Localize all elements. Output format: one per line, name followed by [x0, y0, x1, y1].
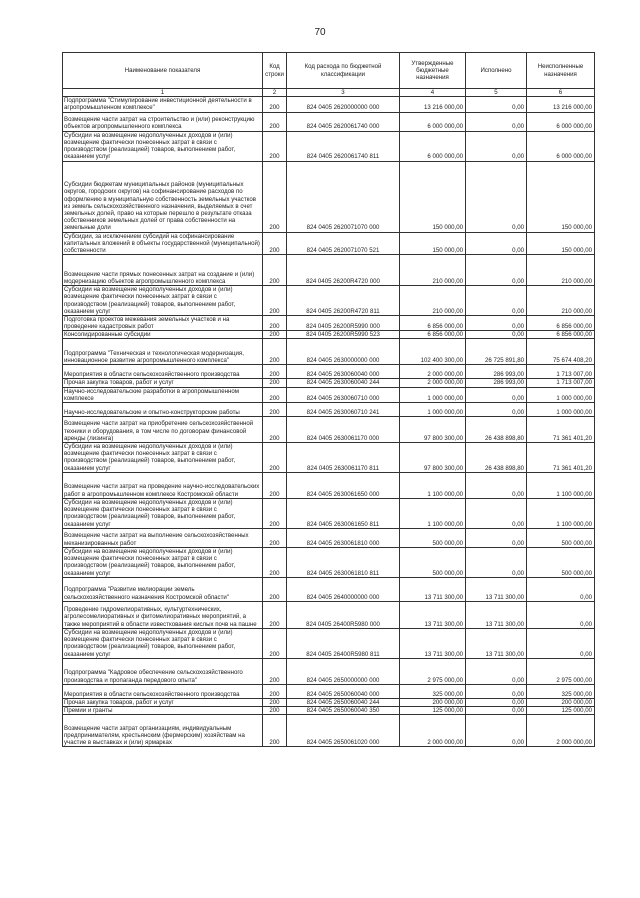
row-line-code: 200	[263, 628, 287, 658]
row-approved: 6 856 000,00	[400, 331, 466, 339]
row-remaining: 71 361 401,20	[527, 443, 595, 473]
table-row	[63, 601, 595, 628]
table-row	[63, 286, 595, 316]
col-header-budget-code: Код расхода по бюджетной классификации	[287, 53, 400, 89]
row-approved: 325 000,00	[400, 684, 466, 698]
row-name: Проведение гидромелиоративных, культуртехнических, агролесомелиоративных и фитомелиоративных мероприятий, а также мероприятий в области известкования кислых почв на пашне	[63, 601, 263, 628]
table-row	[63, 131, 595, 161]
row-line-code: 200	[263, 498, 287, 528]
col-index: 2	[263, 89, 287, 97]
row-executed: 0,00	[466, 528, 527, 547]
row-remaining: 2 000 000,00	[527, 715, 595, 747]
row-executed: 0,00	[466, 161, 527, 232]
row-budget-code: 824 0405 2630060040 000	[287, 365, 400, 379]
row-name: Субсидии на возмещение недополученных доходов и (или) возмещение фактически понесенных затрат в связи с производством (реализацией) товаров, выполнением работ, оказанием услуг	[63, 498, 263, 528]
table-row	[63, 97, 595, 112]
row-approved: 13 711 300,00	[400, 628, 466, 658]
row-budget-code: 824 0405 2640000000 000	[287, 577, 400, 601]
row-line-code: 200	[263, 528, 287, 547]
row-line-code: 200	[263, 331, 287, 339]
row-name: Субсидии на возмещение недополученных доходов и (или) возмещение фактически понесенных затрат в связи с производством (реализацией) товаров, выполнением работ, оказанием услуг	[63, 286, 263, 316]
col-index: 6	[527, 89, 595, 97]
row-budget-code: 824 0405 2630061650 811	[287, 498, 400, 528]
row-remaining: 0,00	[527, 601, 595, 628]
row-executed: 0,00	[466, 315, 527, 330]
row-budget-code: 824 0405 2650060040 350	[287, 706, 400, 714]
col-header-remaining: Неисполненные назначения	[527, 53, 595, 89]
row-budget-code: 824 0405 2630061170 000	[287, 417, 400, 443]
row-remaining: 200 000,00	[527, 698, 595, 706]
row-line-code: 200	[263, 403, 287, 417]
row-line-code: 200	[263, 112, 287, 131]
row-executed: 0,00	[466, 403, 527, 417]
row-remaining: 0,00	[527, 628, 595, 658]
row-executed: 0,00	[466, 658, 527, 684]
table-row	[63, 577, 595, 601]
row-budget-code: 824 0405 2620071070 000	[287, 161, 400, 232]
table-row	[63, 365, 595, 379]
row-approved: 97 800 300,00	[400, 417, 466, 443]
row-executed: 0,00	[466, 232, 527, 255]
row-executed: 0,00	[466, 255, 527, 286]
row-remaining: 210 000,00	[527, 286, 595, 316]
row-line-code: 200	[263, 339, 287, 365]
row-approved: 102 400 300,00	[400, 339, 466, 365]
row-executed: 26 438 898,80	[466, 443, 527, 473]
row-approved: 200 000,00	[400, 698, 466, 706]
row-line-code: 200	[263, 315, 287, 330]
row-executed: 0,00	[466, 498, 527, 528]
table-row	[63, 417, 595, 443]
row-remaining: 6 000 000,00	[527, 131, 595, 161]
row-remaining: 13 216 000,00	[527, 97, 595, 112]
row-remaining: 71 361 401,20	[527, 417, 595, 443]
row-remaining: 0,00	[527, 577, 595, 601]
row-remaining: 1 000 000,00	[527, 387, 595, 402]
row-line-code: 200	[263, 547, 287, 577]
row-name: Подпрограмма "Кадровое обеспечение сельскохозяйственного производства и пропаганда передового опыта"	[63, 658, 263, 684]
row-executed: 0,00	[466, 698, 527, 706]
row-name: Субсидии на возмещение недополученных доходов и (или) возмещение фактически понесенных затрат в связи с производством (реализацией) товаров, выполнением работ, оказанием услуг	[63, 443, 263, 473]
row-remaining: 2 975 000,00	[527, 658, 595, 684]
row-remaining: 150 000,00	[527, 232, 595, 255]
row-name: Подпрограмма "Стимулирование инвестиционной деятельности в агропромышленном комплексе"	[63, 97, 263, 112]
row-executed: 0,00	[466, 331, 527, 339]
row-name: Возмещение части затрат на проведение научно-исследовательских работ в агропромышленном комплексе Костромской области	[63, 472, 263, 498]
row-line-code: 200	[263, 286, 287, 316]
row-executed: 0,00	[466, 715, 527, 747]
row-executed: 286 993,00	[466, 365, 527, 379]
row-name: Консолидированные субсидии	[63, 331, 263, 339]
row-budget-code: 824 0405 2650061020 000	[287, 715, 400, 747]
row-name: Возмещение части прямых понесенных затрат на создание и (или) модернизацию объектов агропромышленного комплекса	[63, 255, 263, 286]
row-line-code: 200	[263, 577, 287, 601]
table-row	[63, 443, 595, 473]
row-line-code: 200	[263, 684, 287, 698]
row-approved: 2 000 000,00	[400, 379, 466, 387]
row-name: Возмещение части затрат организациям, индивидуальным предпринимателям, крестьянским (фермерским) хозяйствам на участие в выставках и (или) ярмарках	[63, 715, 263, 747]
row-budget-code: 824 0405 2630060710 000	[287, 387, 400, 402]
row-budget-code: 824 0405 2630061810 000	[287, 528, 400, 547]
row-remaining: 1 713 007,00	[527, 365, 595, 379]
col-index: 1	[63, 89, 263, 97]
row-remaining: 6 856 000,00	[527, 315, 595, 330]
row-budget-code: 824 0405 2620061740 811	[287, 131, 400, 161]
row-line-code: 200	[263, 472, 287, 498]
table-row	[63, 112, 595, 131]
row-line-code: 200	[263, 706, 287, 714]
row-executed: 286 993,00	[466, 379, 527, 387]
row-remaining: 1 100 000,00	[527, 472, 595, 498]
row-budget-code: 824 0405 2630061170 811	[287, 443, 400, 473]
row-approved: 150 000,00	[400, 161, 466, 232]
row-name: Мероприятия в области сельскохозяйственного производства	[63, 365, 263, 379]
table-header-row	[63, 53, 595, 89]
row-line-code: 200	[263, 698, 287, 706]
row-approved: 1 100 000,00	[400, 472, 466, 498]
row-remaining: 6 000 000,00	[527, 112, 595, 131]
row-remaining: 150 000,00	[527, 161, 595, 232]
row-budget-code: 824 0405 2630000000 000	[287, 339, 400, 365]
page-number: 70	[314, 27, 326, 38]
row-approved: 6 000 000,00	[400, 131, 466, 161]
row-line-code: 200	[263, 131, 287, 161]
table-row	[63, 698, 595, 706]
row-line-code: 200	[263, 715, 287, 747]
row-budget-code: 824 0405 2630060040 244	[287, 379, 400, 387]
row-remaining: 6 856 000,00	[527, 331, 595, 339]
table-row	[63, 331, 595, 339]
row-budget-code: 824 0405 2630061810 811	[287, 547, 400, 577]
table-row	[63, 498, 595, 528]
row-executed: 0,00	[466, 472, 527, 498]
row-name: Возмещение части затрат на приобретение сельскохозяйственной техники и оборудования, в том числе по договорам финансовой аренды (лизинга)	[63, 417, 263, 443]
row-approved: 210 000,00	[400, 255, 466, 286]
row-remaining: 210 000,00	[527, 255, 595, 286]
row-line-code: 200	[263, 443, 287, 473]
row-budget-code: 824 0405 2650000000 000	[287, 658, 400, 684]
row-name: Научно-исследовательские и опытно-конструкторские работы	[63, 403, 263, 417]
row-remaining: 1 100 000,00	[527, 498, 595, 528]
table-row	[63, 528, 595, 547]
table-row	[63, 658, 595, 684]
col-index: 5	[466, 89, 527, 97]
row-name: Возмещение части затрат на выполнение сельскохозяйственных механизированных работ	[63, 528, 263, 547]
row-budget-code: 824 0405 2620061740 000	[287, 112, 400, 131]
row-executed: 13 711 300,00	[466, 577, 527, 601]
row-executed: 0,00	[466, 387, 527, 402]
row-budget-code: 824 0405 26400R5980 811	[287, 628, 400, 658]
row-approved: 1 000 000,00	[400, 387, 466, 402]
row-approved: 6 856 000,00	[400, 315, 466, 330]
row-remaining: 500 000,00	[527, 528, 595, 547]
row-executed: 0,00	[466, 547, 527, 577]
row-executed: 0,00	[466, 97, 527, 112]
table-row	[63, 161, 595, 232]
row-approved: 97 800 300,00	[400, 443, 466, 473]
row-approved: 210 000,00	[400, 286, 466, 316]
row-name: Возмещение части затрат на строительство и (или) реконструкцию объектов агропромышленного комплекса	[63, 112, 263, 131]
row-executed: 13 711 300,00	[466, 628, 527, 658]
table-row	[63, 628, 595, 658]
row-budget-code: 824 0405 26200R4720 000	[287, 255, 400, 286]
row-approved: 13 216 000,00	[400, 97, 466, 112]
row-approved: 2 975 000,00	[400, 658, 466, 684]
row-executed: 0,00	[466, 112, 527, 131]
row-budget-code: 824 0405 2650060040 000	[287, 684, 400, 698]
row-executed: 0,00	[466, 684, 527, 698]
row-executed: 26 438 898,80	[466, 417, 527, 443]
row-name: Подпрограмма "Развитие мелиорации земель сельскохозяйственного назначения Костромской области"	[63, 577, 263, 601]
row-budget-code: 824 0405 2650060040 244	[287, 698, 400, 706]
row-line-code: 200	[263, 379, 287, 387]
row-name: Субсидии бюджетам муниципальных районов (муниципальных округов, городских округов) на софинансирование расходов по оформлению в муниципальную собственность земельных участков из земель сельскохозяйственного назначения, выделяемых в счет земельных долей, право на которые перешло в результате отказа собственников земельных долей от права собственности на земельные доли	[63, 161, 263, 232]
table-row	[63, 387, 595, 402]
col-index: 4	[400, 89, 466, 97]
table-row	[63, 255, 595, 286]
col-header-approved: Утвержденные бюджетные назначения	[400, 53, 466, 89]
row-remaining: 1 000 000,00	[527, 403, 595, 417]
row-name: Прочая закупка товаров, работ и услуг	[63, 698, 263, 706]
row-remaining: 500 000,00	[527, 547, 595, 577]
col-header-line-code: Код строки	[263, 53, 287, 89]
col-header-executed: Исполнено	[466, 53, 527, 89]
row-name: Подпрограмма "Техническая и технологическая модернизация, инновационное развитие агропромышленного комплекса"	[63, 339, 263, 365]
table-row	[63, 715, 595, 747]
row-line-code: 200	[263, 658, 287, 684]
row-line-code: 200	[263, 161, 287, 232]
row-remaining: 1 713 007,00	[527, 379, 595, 387]
row-approved: 6 000 000,00	[400, 112, 466, 131]
table-row	[63, 339, 595, 365]
row-budget-code: 824 0405 26200R5990 523	[287, 331, 400, 339]
table-row	[63, 684, 595, 698]
row-approved: 1 100 000,00	[400, 498, 466, 528]
col-index: 3	[287, 89, 400, 97]
table-row	[63, 379, 595, 387]
table-row	[63, 547, 595, 577]
row-line-code: 200	[263, 97, 287, 112]
row-approved: 2 000 000,00	[400, 365, 466, 379]
row-approved: 500 000,00	[400, 528, 466, 547]
row-line-code: 200	[263, 417, 287, 443]
row-line-code: 200	[263, 365, 287, 379]
row-budget-code: 824 0405 26200R5990 000	[287, 315, 400, 330]
row-budget-code: 824 0405 2630061650 000	[287, 472, 400, 498]
row-approved: 13 711 300,00	[400, 577, 466, 601]
table-row	[63, 472, 595, 498]
row-executed: 0,00	[466, 706, 527, 714]
table-body	[63, 97, 595, 747]
row-approved: 13 711 300,00	[400, 601, 466, 628]
row-name: Субсидии, за исключением субсидий на софинансирование капитальных вложений в объекты государственной (муниципальной) собственности	[63, 232, 263, 255]
row-budget-code: 824 0405 2630060710 241	[287, 403, 400, 417]
table-row	[63, 315, 595, 330]
column-index-row	[63, 89, 595, 97]
row-name: Подготовка проектов межевания земельных участков и на проведение кадастровых работ	[63, 315, 263, 330]
row-executed: 26 725 891,80	[466, 339, 527, 365]
col-header-name: Наименование показателя	[63, 53, 263, 89]
row-name: Субсидии на возмещение недополученных доходов и (или) возмещение фактически понесенных затрат в связи с производством (реализацией) товаров, выполнением работ, оказанием услуг	[63, 131, 263, 161]
row-remaining: 125 000,00	[527, 706, 595, 714]
row-remaining: 325 000,00	[527, 684, 595, 698]
row-executed: 0,00	[466, 131, 527, 161]
row-name: Субсидии на возмещение недополученных доходов и (или) возмещение фактически понесенных затрат в связи с производством (реализацией) товаров, выполнением работ, оказанием услуг	[63, 628, 263, 658]
row-executed: 13 711 300,00	[466, 601, 527, 628]
row-name: Мероприятия в области сельскохозяйственного производства	[63, 684, 263, 698]
row-name: Субсидии на возмещение недополученных доходов и (или) возмещение фактически понесенных затрат в связи с производством (реализацией) товаров, выполнением работ, оказанием услуг	[63, 547, 263, 577]
row-approved: 2 000 000,00	[400, 715, 466, 747]
row-budget-code: 824 0405 26200R4720 811	[287, 286, 400, 316]
row-remaining: 75 674 408,20	[527, 339, 595, 365]
row-executed: 0,00	[466, 286, 527, 316]
row-approved: 150 000,00	[400, 232, 466, 255]
row-name: Прочая закупка товаров, работ и услуг	[63, 379, 263, 387]
row-line-code: 200	[263, 601, 287, 628]
table-row	[63, 232, 595, 255]
row-budget-code: 824 0405 2620071070 521	[287, 232, 400, 255]
table-row	[63, 706, 595, 714]
budget-execution-table	[62, 52, 595, 747]
table-row	[63, 403, 595, 417]
row-line-code: 200	[263, 387, 287, 402]
row-name: Научно-исследовательские разработки в агропромышленном комплексе	[63, 387, 263, 402]
row-line-code: 200	[263, 255, 287, 286]
row-name: Премии и гранты	[63, 706, 263, 714]
row-approved: 125 000,00	[400, 706, 466, 714]
row-budget-code: 824 0405 2620000000 000	[287, 97, 400, 112]
row-approved: 1 000 000,00	[400, 403, 466, 417]
row-line-code: 200	[263, 232, 287, 255]
row-budget-code: 824 0405 26400R5980 000	[287, 601, 400, 628]
row-approved: 500 000,00	[400, 547, 466, 577]
